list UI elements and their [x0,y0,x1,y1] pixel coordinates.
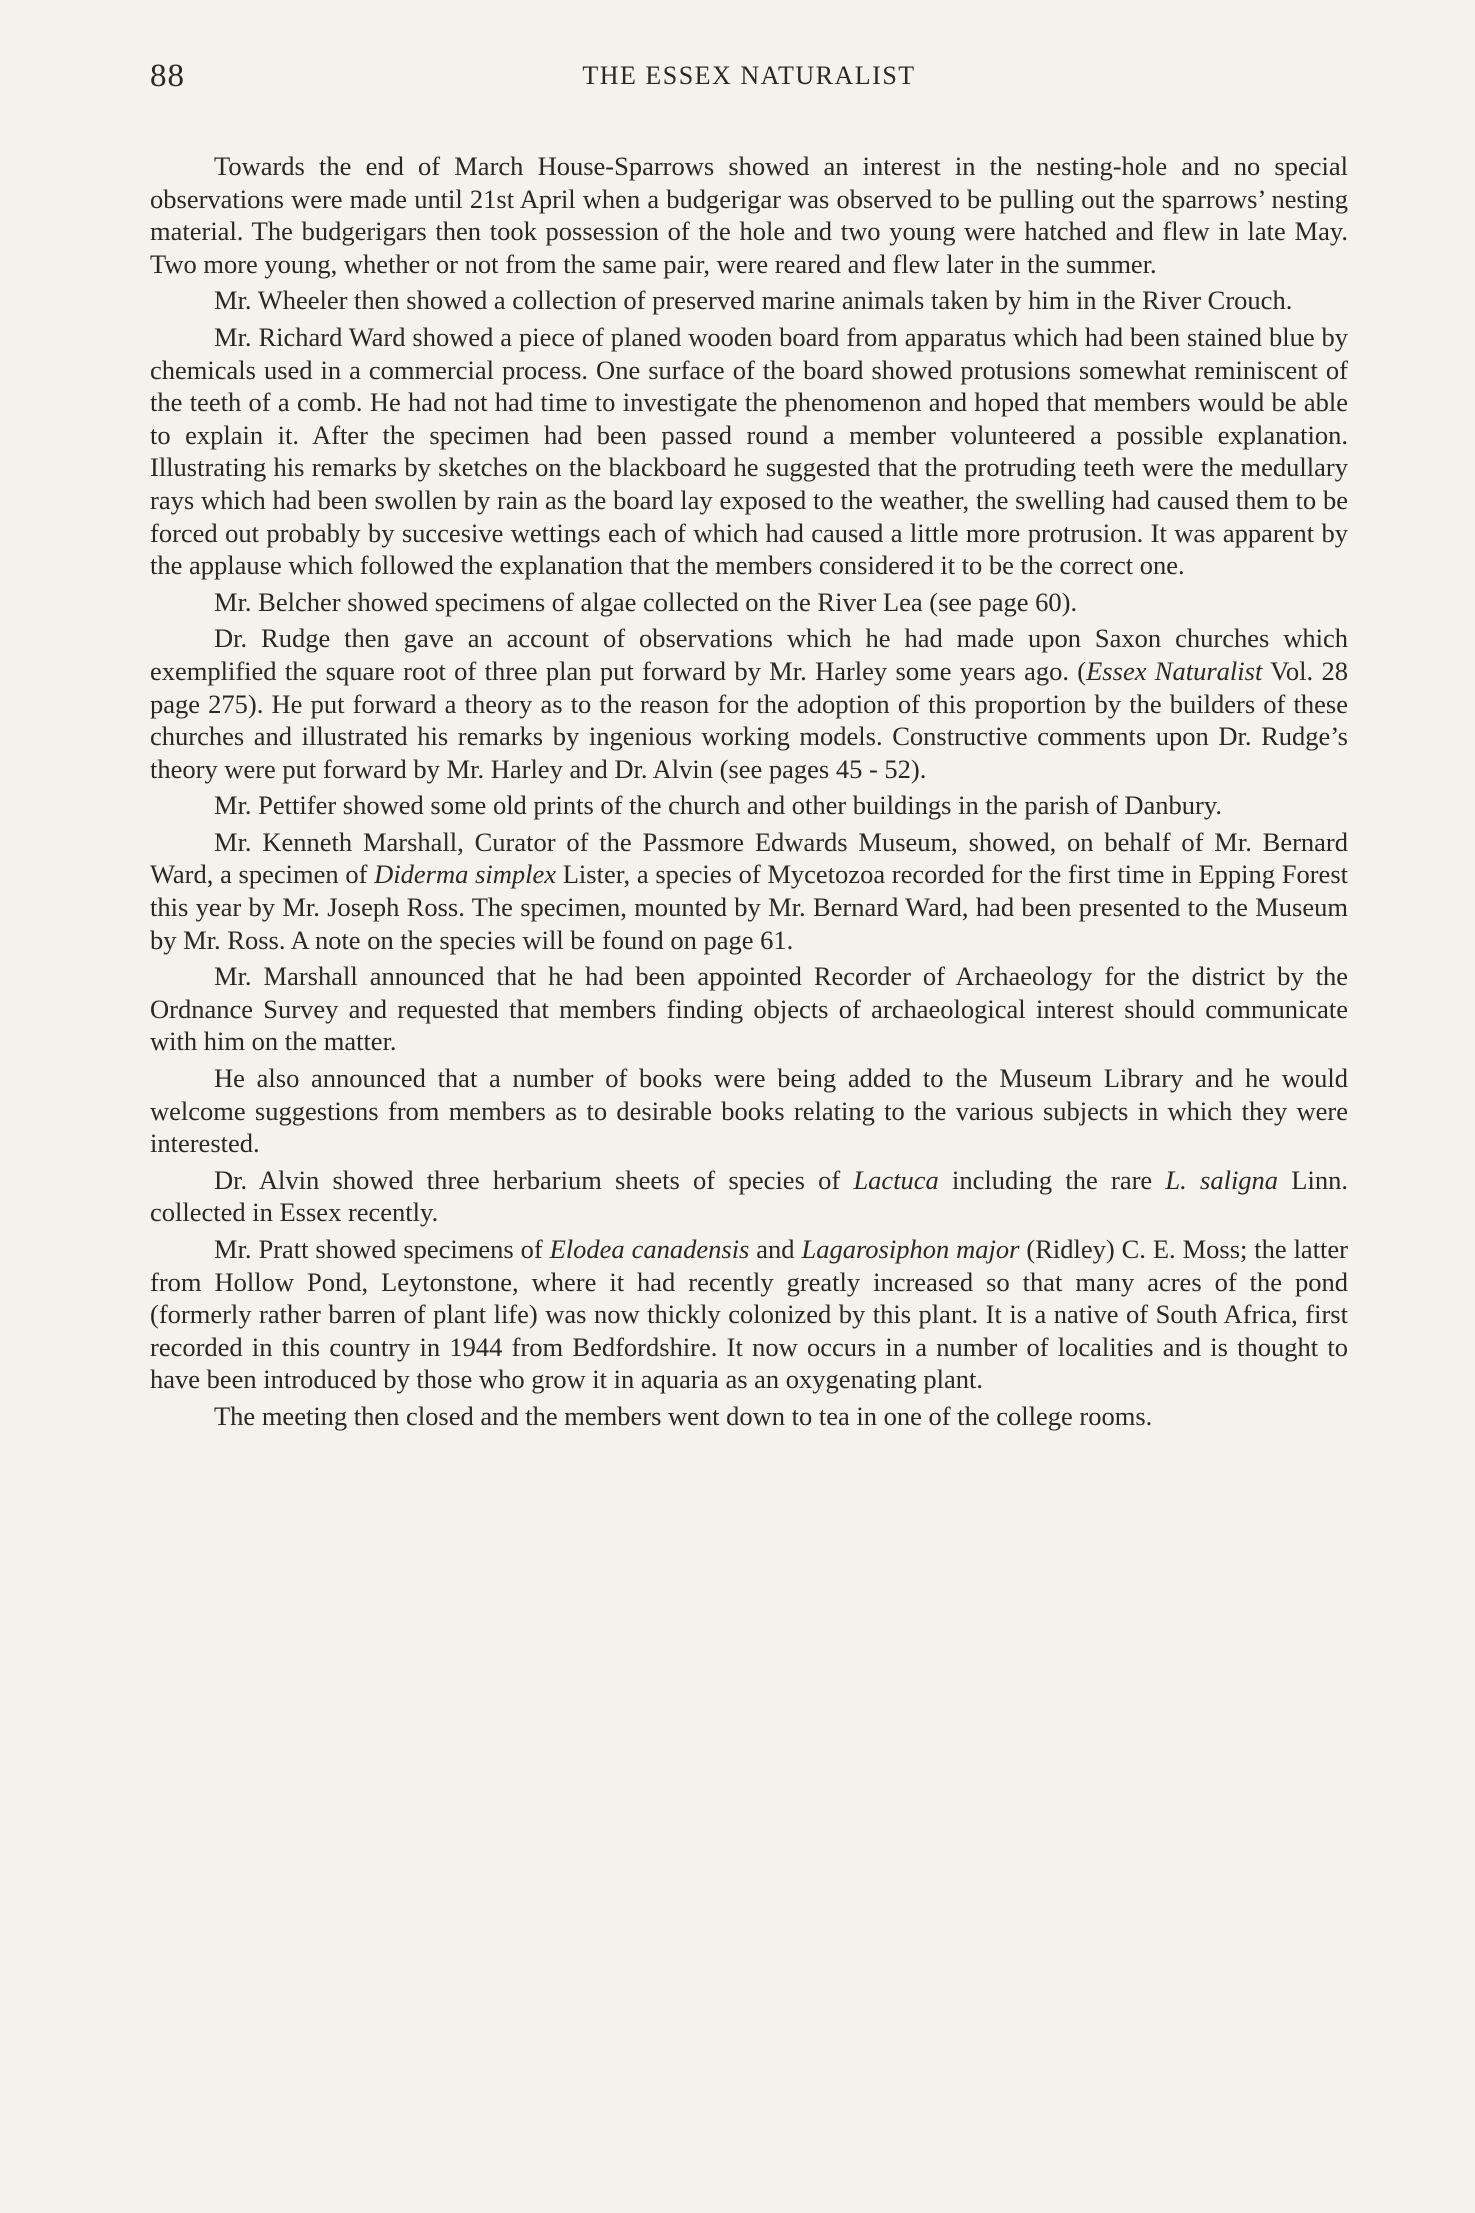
paragraph-text: Dr. Rudge then gave an account of observations which he had made upon Saxon churches which exemplified the square root of three plan put forward by Mr. Harley some years ago. ( [150,623,1348,686]
paragraph-text: Lister, a species of Mycetozoa recorded for the first time in Epping Forest this year by Mr. Joseph Ross. The specimen, mounted by Mr. Bernard Ward, had been presented to the Museum by Mr. Ross. A note on the species will be found on page 61. [150,859,1348,955]
paragraph-text: Linn. collected in Essex recently. [150,1164,1348,1228]
italic-species-name: Diderma simplex [374,859,557,890]
paragraph-wheeler: Mr. Wheeler then showed a collection of preserved marine animals taken by him in the River Crouch. [214,285,1293,316]
paragraph-text: Mr. Pratt showed specimens of [214,1234,550,1264]
italic-journal-name: Essex Naturalist [1086,655,1263,686]
italic-species-name: Elodea canadensis [549,1234,750,1264]
paragraph-sparrows-budgerigars: Towards the end of March House-Sparrows showed an interest in the nesting-hole and no special observations were made until 21st April when a budgerigar was observed to be pulling out the sparrows’ nesting material. The budgerigars then took possession of the hole and two young were hatched and flew in late May. Two more young, whether or not from the same pair, were reared and flew later in the summer. [150,151,1348,279]
paragraph-text: and [749,1234,802,1264]
paragraph-pettifer: Mr. Pettifer showed some old prints of the church and other buildings in the parish of Danbury. [214,790,1223,821]
paragraph-alvin [150,1164,1348,1229]
paragraph-marshall-recorder: Mr. Marshall announced that he had been appointed Recorder of Archaeology for the district by the Ordnance Survey and requested that members finding objects of archaeological interest should communicate with him on the matter. [150,961,1348,1057]
paragraph-meeting-closed: The meeting then closed and the members went down to tea in one of the college rooms. [214,1400,1153,1431]
paragraph-kenneth-marshall [150,826,1348,956]
page-number: 88 [150,58,185,94]
body-text [150,150,1348,1437]
paragraph-rudge [150,622,1348,785]
paragraph-belcher: Mr. Belcher showed specimens of algae collected on the River Lea (see page 60). [214,586,1078,617]
paragraph-museum-library: He also announced that a number of books were being added to the Museum Library and he would welcome suggestions from members as to desirable books relating to the various subjects in which they were interested. [150,1063,1348,1159]
paragraph-text: (Ridley) C. E. Moss; the latter from Hollow Pond, Leytonstone, where it had recently greatly increased so that many acres of the pond (formerly rather barren of plant life) was now thickly colonized by this plant. It is a native of South Africa, first recorded in this country in 1944 from Bedfordshire. It now occurs in a number of localities and is thought to have been introduced by those who grow it in aquaria as an oxygenating plant. [150,1234,1349,1395]
paragraph-richard-ward: Mr. Richard Ward showed a piece of planed wooden board from apparatus which had been stained blue by chemicals used in a commercial process. One surface of the board showed protusions somewhat reminiscent of the teeth of a comb. He had not had time to investigate the phenomenon and hoped that members would be able to explain it. After the specimen had been passed round a member volunteered a possible explanation. Illustrating his remarks by sketches on the blackboard he suggested that the protruding teeth were the medullary rays which had been swollen by rain as the board lay exposed to the weather, the swelling had caused them to be forced out probably by succesive wettings each of which had caused a little more protrusion. It was apparent by the applause which followed the explanation that the members considered it to be the correct one. [150,321,1348,581]
paragraph-text: Mr. Kenneth Marshall, Curator of the Passmore Edwards Museum, showed, on behalf of Mr. Bernard Ward, a specimen of [150,826,1348,890]
italic-species-name: Lagarosiphon major [801,1234,1020,1264]
journal-title: THE ESSEX NATURALIST [582,61,916,90]
paragraph-text: including the rare [938,1164,1166,1195]
italic-genus-name: Lactuca [853,1164,939,1195]
italic-species-name: L. saligna [1165,1164,1279,1195]
paragraph-pratt [150,1233,1348,1396]
running-head [150,58,1348,106]
paragraph-text: Vol. 28 page 275). He put forward a theory as to the reason for the adoption of this proportion by the builders of these churches and illustrated his remarks by ingenious working models. Constructive comments upon Dr. Rudge’s theory were put forward by Mr. Harley and Dr. Alvin (see pages 45 - 52). [150,655,1348,784]
paragraph-text: Dr. Alvin showed three herbarium sheets of species of [214,1164,854,1195]
